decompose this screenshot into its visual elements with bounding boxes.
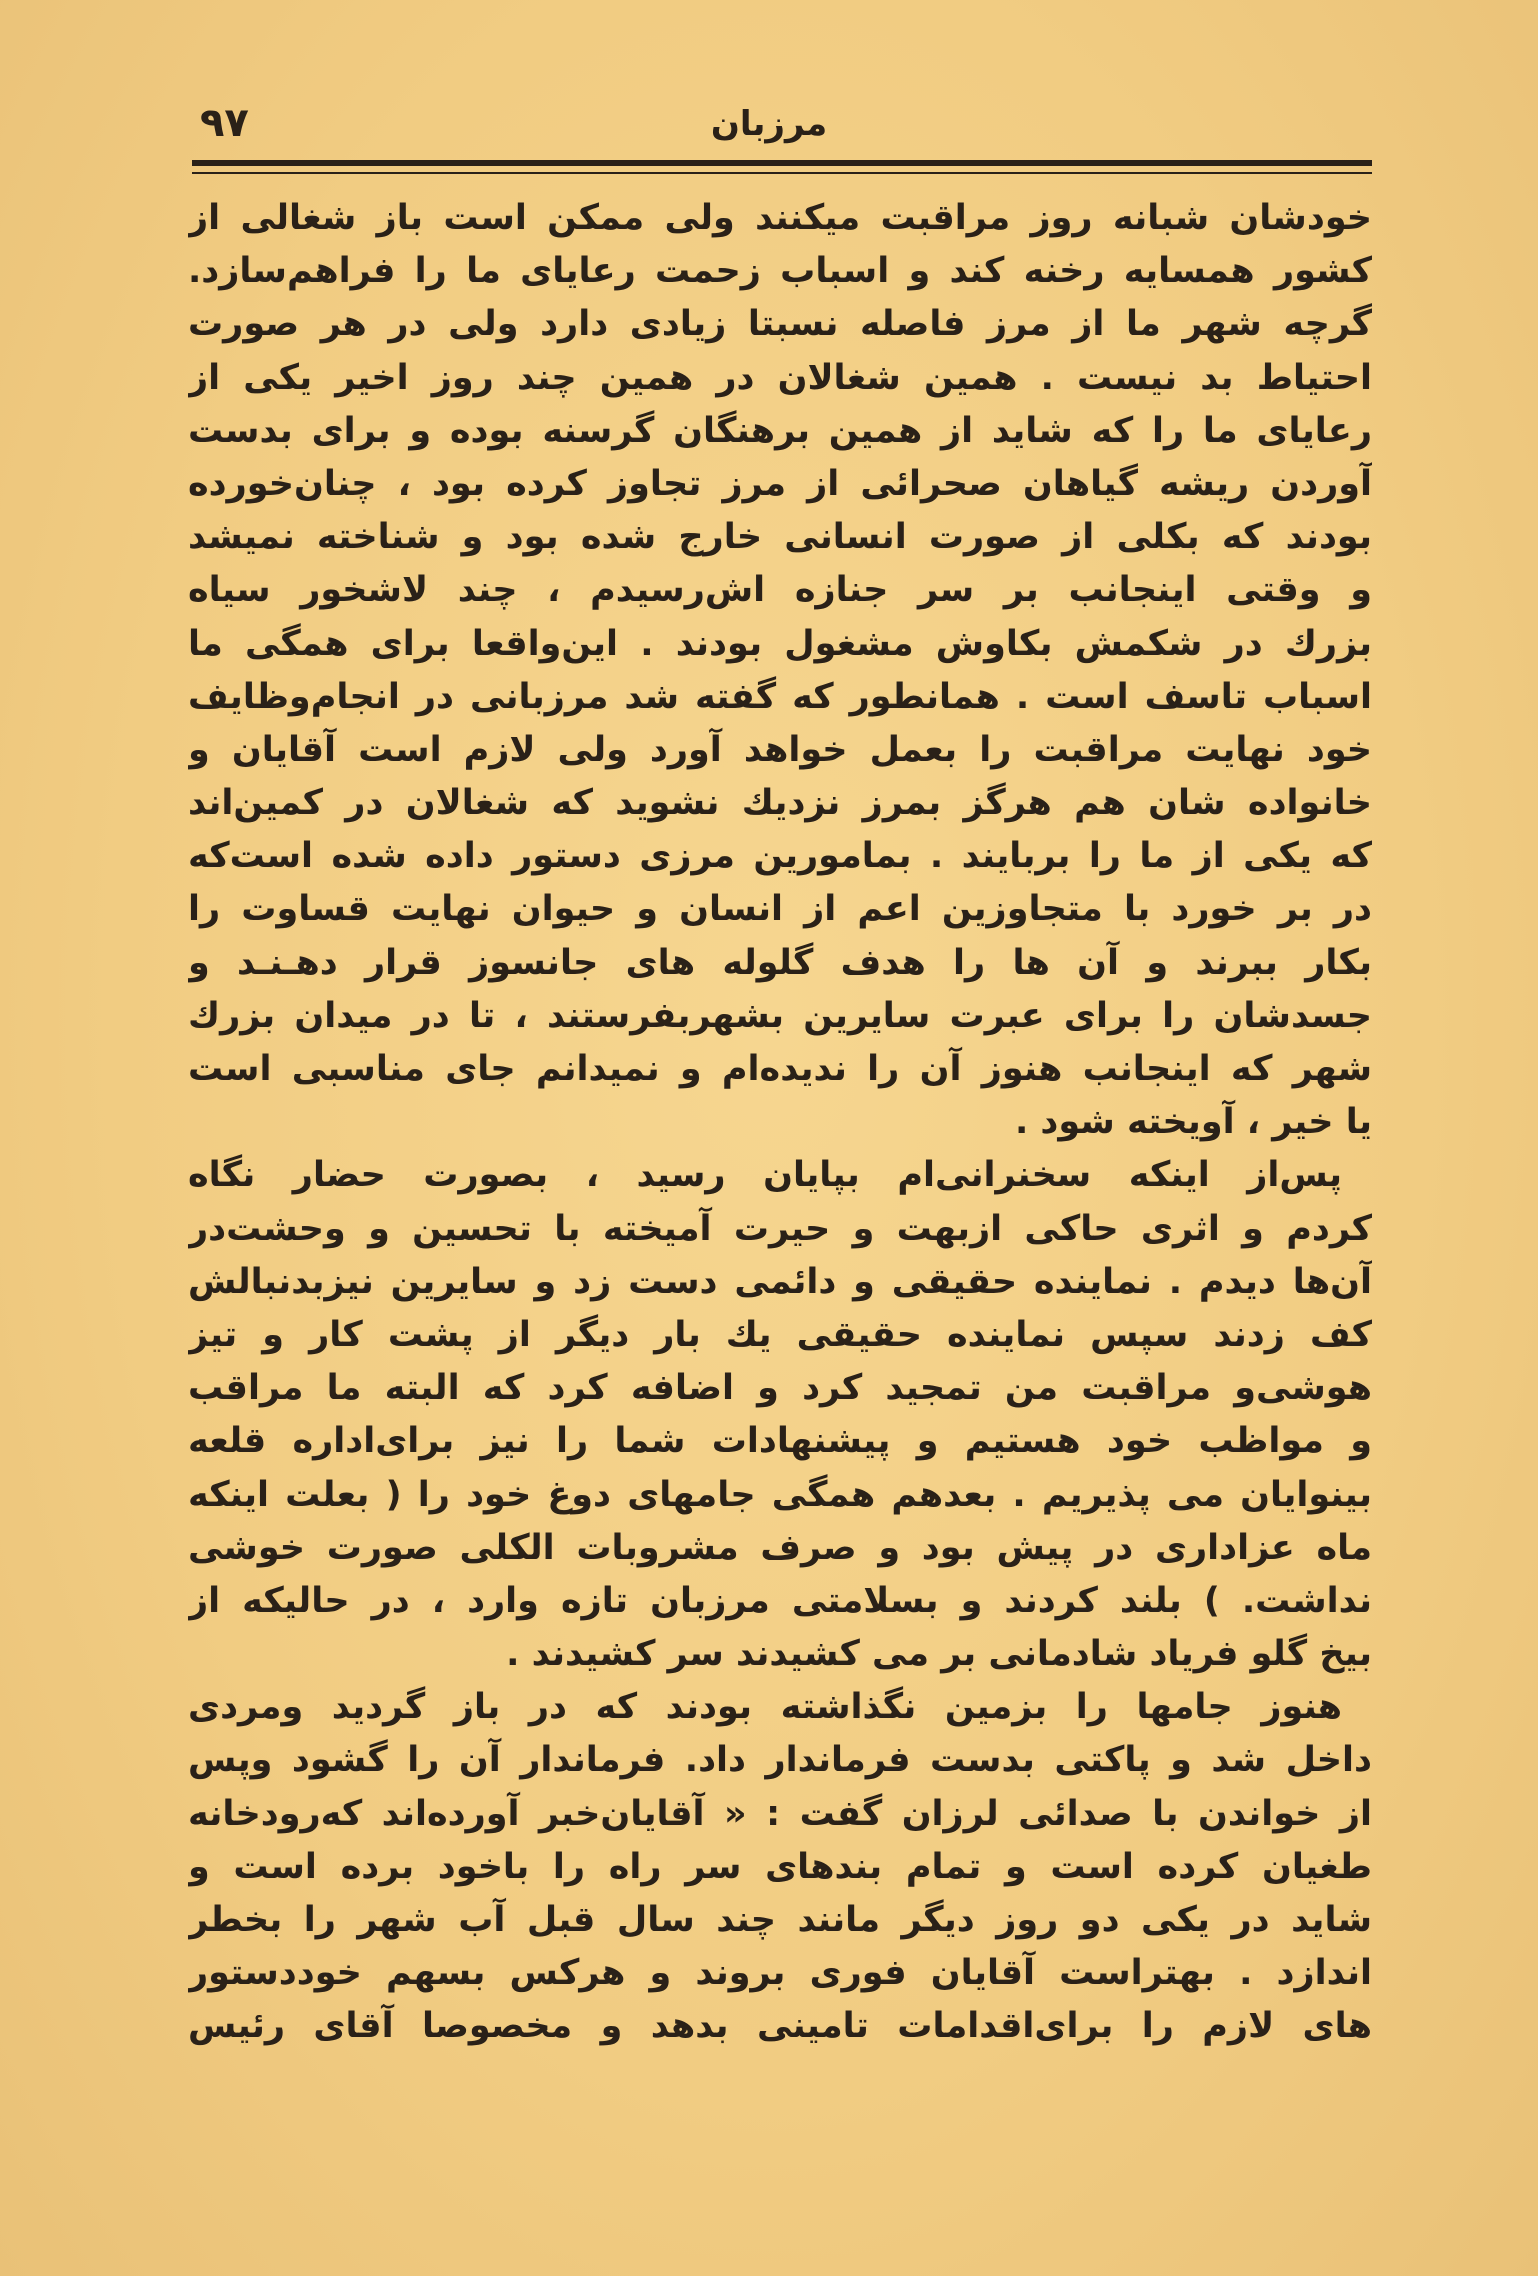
text-line: از خواندن با صدائی لرزان گفت : « آقایان‌خبر آورده‌اند که‌رودخانه — [188, 1793, 1372, 1834]
text-line: آن‌ها دیدم . نماینده حقیقی و دائمی دست زد و سایرین نیزبدنبالش — [188, 1261, 1372, 1302]
header-rule-thin — [192, 172, 1372, 174]
text-line: کشور همسایه رخنه کند و اسباب زحمت رعایای ما را فراهم‌سازد. — [188, 251, 1372, 292]
text-line: کف زدند سپس نماینده حقیقی یك بار دیگر از پشت کار و تیز — [188, 1314, 1372, 1355]
text-line: گرچه شهر ما از مرز فاصله نسبتا زیادی دارد ولی در هر صورت — [188, 304, 1372, 345]
text-line: ماه عزاداری در پیش بود و صرف مشروبات الکلی صورت خوشی — [188, 1527, 1372, 1568]
text-line: خود نهایت مراقبت را بعمل خواهد آورد ولی لازم است آقایان و — [188, 729, 1372, 770]
text-line: بودند که بکلی از صورت انسانی خارج شده بود و شناخته نمیشد — [188, 517, 1372, 558]
text-line: پس‌از اینکه سخنرانی‌ام بپایان رسید ، بصورت حضار نگاه — [188, 1155, 1342, 1196]
text-line: خانواده شان هم هرگز بمرز نزدیك نشوید که شغالان در کمین‌اند — [188, 783, 1372, 824]
text-line: یا خیر ، آویخته شود . — [1014, 1102, 1372, 1143]
text-line: که یکی از ما را بربایند . بمامورین مرزی دستور داده شده است‌که — [188, 836, 1372, 877]
text-line: آوردن ریشه گیاهان صحرائی از مرز تجاوز کرده بود ، چنان‌خورده — [188, 463, 1372, 504]
text-line: شاید در یکی دو روز دیگر مانند چند سال قبل آب شهر را بخطر — [188, 1900, 1372, 1940]
text-line: و وقتی اینجانب بر سر جنازه اش‌رسیدم ، چند لاشخور سیاه — [188, 570, 1372, 611]
text-line: احتیاط بد نیست . همین شغالان در همین چند روز اخیر یکی از — [188, 357, 1372, 398]
text-line: جسدشان را برای عبرت سایرین بشهربفرستند ، تا در میدان بزرك — [188, 995, 1372, 1036]
text-line: هنوز جامها را بزمین نگذاشته بودند که در باز گردید ومردی — [188, 1687, 1342, 1728]
text-line: طغیان کرده است و تمام بندهای سر راه را باخود برده است و — [188, 1846, 1372, 1887]
text-line: رعایای ما را که شاید از همین برهنگان گرسنه بوده و برای بدست — [188, 410, 1372, 451]
text-line: هوشی‌و مراقبت من تمجید کرد و اضافه کرد که البته ما مراقب — [188, 1368, 1372, 1409]
text-line: در بر خورد با متجاوزین اعم از انسان و حیوان نهایت قساوت را — [188, 889, 1372, 930]
body-text — [188, 192, 1372, 2054]
text-line: های لازم را برای‌اقدامات تامینی بدهد و مخصوصا آقای رئیس — [188, 2006, 1372, 2047]
text-line: و مواظب خود هستیم و پیشنهادات شما را نیز برای‌اداره قلعه — [188, 1421, 1372, 1462]
text-line: اندازد . بهتراست آقایان فوری بروند و هرکس بسهم خوددستور — [188, 1953, 1372, 1994]
header-rule-thick — [192, 160, 1372, 166]
page-number: ۹۷ — [200, 100, 249, 146]
text-line: بکار ببرند و آن ها را هدف گلوله های جانسوز قرار دهـنـد و — [188, 942, 1372, 983]
text-line: بیخ گلو فریاد شادمانی بر می کشیدند سر کشیدند . — [506, 1634, 1372, 1675]
text-line: بینوایان می پذیریم . بعدهم همگی جامهای دوغ خود را ( بعلت اینکه — [188, 1474, 1372, 1515]
text-line: داخل شد و پاکتی بدست فرماندار داد. فرماندار آن را گشود وپس — [188, 1740, 1372, 1781]
running-title: مرزبان — [710, 104, 828, 144]
text-line: کردم و اثری حاکی ازبهت و حیرت آمیخته با تحسین و وحشت‌در — [188, 1208, 1372, 1249]
text-line: شهر که اینجانب هنوز آن را ندیده‌ام و نمیدانم جای مناسبی است — [188, 1049, 1372, 1089]
text-line: خودشان شبانه روز مراقبت میکنند ولی ممکن است باز شغالی از — [188, 198, 1372, 238]
text-line: بزرك در شکمش بکاوش مشغول بودند . این‌واقعا برای همگی ما — [188, 623, 1372, 664]
text-line: اسباب تاسف است . همانطور که گفته شد مرزبانی در انجام‌وظایف — [188, 676, 1372, 717]
text-line: نداشت. ) بلند کردند و بسلامتی مرزبان تازه وارد ، در حالیکه از — [188, 1580, 1372, 1621]
